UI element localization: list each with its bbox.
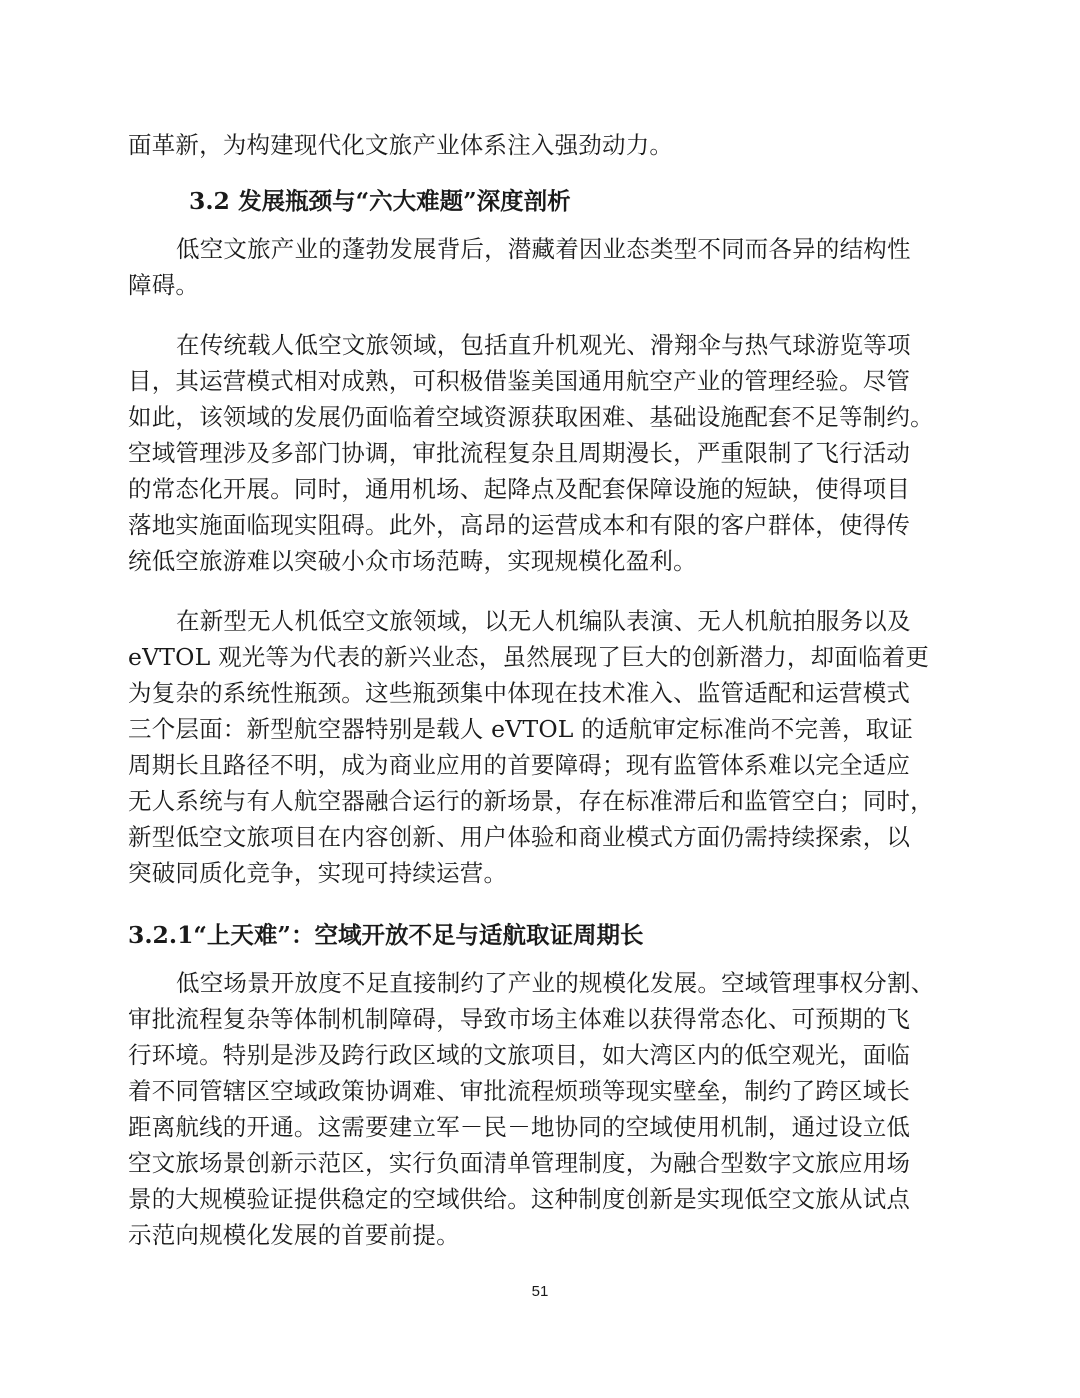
paragraph-line: 在新型无人机低空文旅领域，以无人机编队表演、无人机航拍服务以及 [176,607,911,635]
paragraph-line: 障碍。 [128,271,200,299]
subsection-heading: 3.2.1“上天难”：空域开放不足与适航取证周期长 [128,921,644,949]
paragraph-line: 低空场景开放度不足直接制约了产业的规模化发展。空域管理事权分割、 [176,969,935,997]
paragraph-line: 空文旅场景创新示范区，实行负面清单管理制度，为融合型数字文旅应用场 [128,1149,911,1177]
paragraph-line: 无人系统与有人航空器融合运行的新场景，存在标准滞后和监管空白；同时， [128,787,934,815]
paragraph-line: 着不同管辖区空域政策协调难、审批流程烦琐等现实壁垒，制约了跨区域长 [128,1077,911,1105]
paragraph-line: 景的大规模验证提供稳定的空域供给。这种制度创新是实现低空文旅从试点 [128,1185,911,1213]
paragraph-line: 审批流程复杂等体制机制障碍，导致市场主体难以获得常态化、可预期的飞 [128,1005,911,1033]
paragraph-line: 三个层面：新型航空器特别是载人 eVTOL 的适航审定标准尚不完善，取证 [128,715,914,743]
paragraph-line: 如此，该领域的发展仍面临着空域资源获取困难、基础设施配套不足等制约。 [128,403,934,431]
paragraph-line: 为复杂的系统性瓶颈。这些瓶颈集中体现在技术准入、监管适配和运营模式 [128,679,911,707]
paragraph-line: 空域管理涉及多部门协调，审批流程复杂且周期漫长，严重限制了飞行活动 [128,439,911,467]
paragraph-line: 面革新，为构建现代化文旅产业体系注入强劲动力。 [128,131,674,159]
paragraph-line: 新型低空文旅项目在内容创新、用户体验和商业模式方面仍需持续探索，以 [128,823,911,851]
paragraph-line: eVTOL 观光等为代表的新兴业态，虽然展现了巨大的创新潜力，却面临着更 [128,643,930,671]
paragraph-line: 周期长且路径不明，成为商业应用的首要障碍；现有监管体系难以完全适应 [128,751,911,779]
paragraph-line: 目，其运营模式相对成熟，可积极借鉴美国通用航空产业的管理经验。尽管 [128,367,911,395]
paragraph-line: 在传统载人低空文旅领域，包括直升机观光、滑翔伞与热气球游览等项 [176,331,911,359]
paragraph-line: 示范向规模化发展的首要前提。 [128,1221,460,1249]
page-number: 51 [531,1283,549,1300]
paragraph-line: 突破同质化竞争，实现可持续运营。 [128,859,508,887]
paragraph-line: 的常态化开展。同时，通用机场、起降点及配套保障设施的短缺，使得项目 [128,475,911,503]
paragraph-line: 距离航线的开通。这需要建立军－民－地协同的空域使用机制，通过设立低 [128,1113,911,1141]
paragraph-line: 统低空旅游难以突破小众市场范畴，实现规模化盈利。 [128,547,697,575]
section-heading: 3.2 发展瓶颈与“六大难题”深度剖析 [189,187,571,215]
paragraph-line: 落地实施面临现实阻碍。此外，高昂的运营成本和有限的客户群体，使得传 [128,511,911,539]
paragraph-line: 低空文旅产业的蓬勃发展背后，潜藏着因业态类型不同而各异的结构性 [176,235,911,263]
paragraph-line: 行环境。特别是涉及跨行政区域的文旅项目，如大湾区内的低空观光，面临 [128,1041,911,1069]
